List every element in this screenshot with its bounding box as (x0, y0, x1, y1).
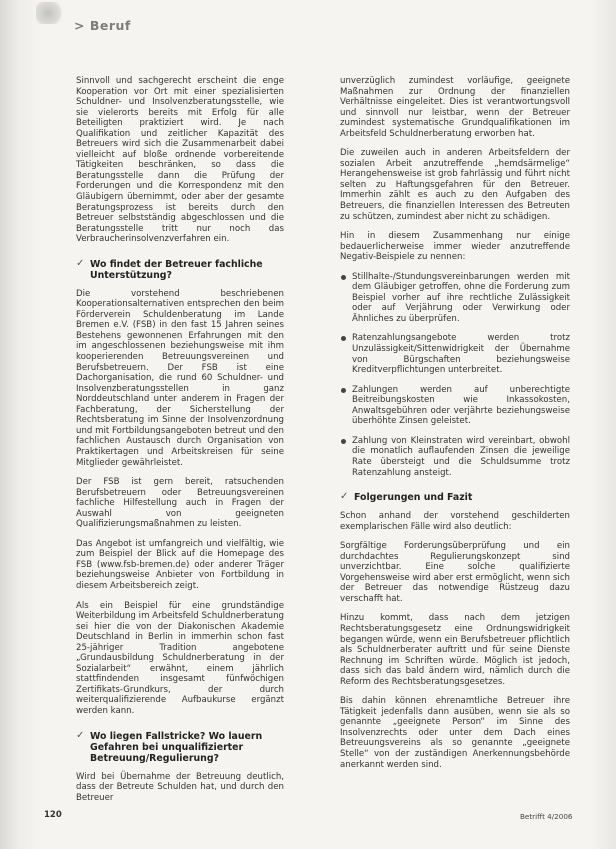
list-item (340, 333, 570, 375)
subheading-text: Wo liegen Fallstricke? Wo lauern Gefahren bei unqualifizierter Betreuung/Regulierung? (90, 730, 263, 764)
checkmark-icon: ✓ (76, 729, 85, 741)
list-item-text: Zahlung von Kleinstraten wird vereinbart, obwohl die monatlich auflaufenden Zinsen die jeweilige Rate übersteigt und die Schuldsumme trotz Ratenzahlung ansteigt. (352, 435, 570, 478)
section-header: > Beruf (74, 18, 131, 33)
subheading (76, 259, 284, 281)
bullet-icon (341, 275, 346, 280)
paragraph: Hin in diesem Zusammenhang nur einige bedauerlicherweise immer wieder anzutreffende Negativ-Beispiele zu nennen: (340, 231, 570, 263)
bullet-list (340, 272, 570, 478)
checkmark-icon: ✓ (340, 491, 349, 503)
list-item-text: Ratenzahlungsangebote werden trotz Unzulässigkeit/Sittenwidrigkeit der Übernahme von Bürgschaften beziehungsweise Kreditverpflichtungen unterbreitet. (352, 333, 570, 376)
paragraph: Bis dahin können ehrenamtliche Betreuer ihre Tätigkeit jedenfalls dann ausüben, wenn sie als so genannte „geeignete Person“ im Sinne des Insolvenzrechts oder unter dem Dach eines Betreuungsvereins als so genannte „geeignete Stelle“ von der zuständigen Anerkennungsbehörde anerkannt werden sind. (340, 696, 570, 770)
left-column (76, 76, 284, 812)
subheading (76, 731, 284, 764)
paragraph: Als ein Beispiel für eine grundständige Weiterbildung im Arbeitsfeld Schuldnerberatung sei hier die von der Diakonischen Akademie Deutschland in Berlin in immerhin schon fast 25-jähriger Tradition angebotene „Grundausbildung Schuldnerberatung in der Sozialarbeit“ erwähnt, einem jährlich stattfindenden insgesamt fünfwöchigen Zertifikats-Grundkurs, der durch weiterqualifizierende Aufbaukurse ergänzt werden kann. (76, 600, 284, 716)
page-number: 120 (44, 810, 62, 820)
paragraph: Der FSB ist gern bereit, ratsuchenden Berufsbetreuern oder Betreuungsvereinen fachliche Hilfestellung auch in Fragen der Auswahl von geeigneten Qualifizierungsmaßnahmen zu leisten. (76, 477, 284, 530)
paragraph: Wird bei Übernahme der Betreuung deutlich, dass der Betreute Schulden hat, und durch den Betreuer (76, 771, 284, 803)
bullet-icon (341, 336, 346, 341)
paragraph: Schon anhand der vorstehend geschilderten exemplarischen Fälle wird also deutlich: (340, 511, 570, 532)
list-item-text: Stillhalte-/Stundungsvereinbarungen werden mit dem Gläubiger getroffen, ohne die Forderung zum Beispiel vorher auf ihre rechtliche Zulässigkeit oder auf Verjährung oder Verwirkung oder Ähnliches zu überprüfen. (352, 271, 570, 324)
footer-reference: Betrifft 4/2006 (520, 812, 573, 821)
right-column (340, 76, 570, 779)
paragraph: Sinnvoll und sachgerecht erscheint die enge Kooperation vor Ort mit einer spezialisierten Schuldner- und Insolvenzberatungsstelle, wie sie vielerorts bereits mit Erfolg für alle Beteiligten praktiziert wird. Je nach Qualifikation und zeitlicher Kapazität des Betreuers wird sich die Zusammenarbeit dabei vielleicht auf bloße ordnende vorbereitende Tätigkeiten beschränken, so dass die Beratungsstelle dann die Prüfung der Forderungen und die Korrespondenz mit den Gläubigern übernimmt, oder aber der gesamte Beratungsprozess ist bereits durch den Betreuer selbstständig abgeschlossen und die Beratungsstelle tritt nur noch das Verbraucherinsolvenzverfahren ein. (76, 76, 284, 245)
corner-mark (36, 2, 66, 24)
subheading-text: Wo findet der Betreuer fachliche Unterstützung? (90, 258, 263, 281)
list-item (340, 436, 570, 478)
paragraph: Die vorstehend beschriebenen Kooperationsalternativen entsprechen den beim Förderverein Schuldenberatung im Lande Bremen e.V. (FSB) in den fast 15 Jahren seines Bestehens gewonnenen Erfahrungen mit den im angeschlossenen beziehungsweise mit ihm kooperierenden Betreuungsvereinen und Berufsbetreuern. Der FSB ist eine Dachorganisation, die rund 60 Schuldner- und Insolvenzberatungsstellen in ganz Norddeutschland unter anderem in Fragen der Fachberatung, der Sicherstellung der Rechtsberatung im Sinne der Insolvenzordnung und mit Fortbildungsangeboten betreut und den fachlichen Austausch durch Organisation von Praktikertagen und Arbeitskreisen für seine Mitglieder gewährleistet. (76, 288, 284, 468)
paragraph: unverzüglich zumindest vorläufige, geeignete Maßnahmen zur Ordnung der finanziellen Verhältnisse eingeleitet. Dies ist verantwortungsvoll und sinnvoll nur leistbar, wenn der Betreuer zumindest systematische Grundqualifikationen im Arbeitsfeld Schuldnerberatung erworben hat. (340, 76, 570, 139)
list-item-text: Zahlungen werden auf unberechtigte Beitreibungskosten wie Inkassokosten, Anwaltsgebühren oder verjährte beziehungsweise überhöhte Zinsen geleistet. (352, 384, 570, 427)
list-item (340, 272, 570, 325)
paragraph: Das Angebot ist umfangreich und vielfältig, wie zum Beispiel der Blick auf die Homepage des FSB (www.fsb-bremen.de) oder anderer Träger beziehungsweise Anbieter von Fortbildung in diesem Arbeitsbereich zeigt. (76, 538, 284, 591)
bullet-icon (341, 439, 346, 444)
bullet-icon (341, 388, 346, 393)
subheading-text: Folgerungen und Fazit (354, 492, 473, 504)
paragraph: Sorgfältige Forderungsüberprüfung und ein durchdachtes Regulierungskonzept sind unverzichtbar. Eine solche qualifizierte Vorgehensweise wird aber erst ermöglicht, wenn sich der Betreuer das notwendige Rüstzeug dazu verschafft hat. (340, 541, 570, 604)
list-item (340, 385, 570, 427)
paragraph: Die zuweilen auch in anderen Arbeitsfeldern der sozialen Arbeit anzutreffende „hemdsärmelige“ Herangehensweise ist grob fahrlässig und führt nicht selten zu Haftungsgefahren für den Betreuer. Immerhin zählt es auch zu den Aufgaben des Betreuers, die finanziellen Interessen des Betreuten zu schützen, zumindest aber nicht zu schädigen. (340, 148, 570, 222)
subheading (340, 492, 570, 503)
paragraph: Hinzu kommt, dass nach dem jetzigen Rechtsberatungsgesetz eine Ordnungswidrigkeit begangen würde, wenn ein Berufsbetreuer pflichtlich als Schuldnerberater auftritt und für seine Dienste Rechnung im Schriften würde. Möglich ist jedoch, dass sich das bald ändern wird, nämlich durch die Reform des Rechtsberatungsgesetzes. (340, 613, 570, 687)
checkmark-icon: ✓ (76, 257, 85, 269)
